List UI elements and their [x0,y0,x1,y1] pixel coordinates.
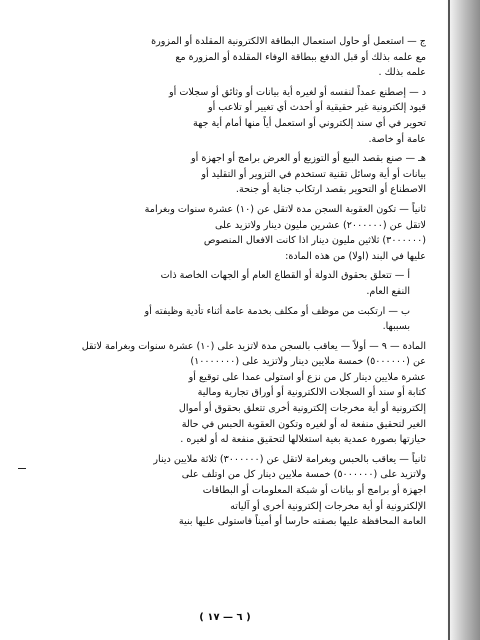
text-line: عليها في البند (اولا) من هذه المادة: [285,250,426,262]
text-line: أ — تتعلق بحقوق الدولة أو القطاع العام أو الجهات الخاصة ذات [160,270,410,282]
text-line: عشرة ملايين دينار كل من نزع أو استولى عمدا على توقيع أو [188,371,426,383]
text-line: اجهزة أو برامج أو بيانات أو شبكة المعلومات أو البطاقات [202,485,426,497]
text-line: د — إصطنع عمداً لنفسه أو لغيره أية بيانات أو وثائق أو سجلات أو [169,86,426,98]
text-line: ثانياً — يعاقب بالحبس وبغرامة لاتقل عن (٣٠٠٠٠٠٠) ثلاثة ملايين دينار [153,453,426,465]
text-line: كتابة أو سند أو السجلات الالكترونية أو أوراق تجارية ومالية [197,387,426,399]
text-line: حيازتها بصورة عمدية بغية استغلالها لتحقيق منفعة له أو لغيره . [180,434,426,446]
text-line: (٣٠٠٠٠٠٠) ثلاثين مليون دينار اذا كانت الافعال المنصوص [203,235,426,247]
paragraph [38,151,426,198]
text-line: ب — ارتكبت من موظف أو مكلف بخدمة عامة أثناء تأدية وظيفته أو [144,305,410,317]
page-number: ( ٦ — ١٧ ) [199,612,251,623]
paragraph [38,85,426,147]
text-line: هـ — صنع بقصد البيع أو التوزيع أو العرض برامج أو اجهزة أو [190,153,426,165]
text-line: الغير لتحقيق منفعة له أو لغيره وتكون العقوبة الحبس في حالة [181,418,426,430]
document-page [38,34,426,534]
text-line: عامة أو خاصة. [368,133,426,145]
text-line: الاصطناع أو التحوير بقصد ارتكاب جناية أو جنحة. [235,184,426,196]
text-line: علمه بذلك . [378,67,426,79]
text-line: إلكترونية أو أية مخرجات إلكترونية أخرى تتعلق بحقوق أو أموال [178,403,426,415]
text-line: العامة المحافظة عليها بصفته حارسا أو أميناً فاستولى عليها بنية [178,516,426,528]
paragraph [38,452,426,530]
paragraph [38,202,426,264]
text-line: المادة — ٩ — أولاً — يعاقب بالسجن مدة لاتزيد على (١٠) عشرة سنوات وبغرامة لاتقل [81,340,426,352]
paragraph [38,34,426,81]
margin-mark [18,468,26,469]
text-line: ولاتزيد على (٥٠٠٠٠٠٠) خمسة ملايين دينار كل من اوتلف على [181,469,426,481]
text-line: لاتقل عن (٢٠٠٠٠٠٠) عشرين مليون دينار ولاتزيد على [214,219,426,231]
text-line: عن (٥٠٠٠٠٠٠) خمسة ملايين دينار ولاتزيد على (١٠٠٠٠٠٠٠) [190,356,426,368]
text-line: بيانات أو أية وسائل تقنية تستخدم في التزوير أو التقليد أو [201,168,426,180]
text-line: بسببها. [382,321,410,333]
scan-edge-shadow [446,0,480,640]
text-line: تحوير في أي سند إلكتروني أو استعمل أياً منها أمام أية جهة [192,117,426,129]
text-line: ثانياً — تكون العقوبة السجن مدة لاتقل عن (١٠) عشرة سنوات وبغرامة [144,203,426,215]
paragraph [38,268,426,299]
paragraph [38,339,426,448]
text-line: مع علمه بذلك أو قبل الدفع ببطاقة الوفاء المقلدة أو المزورة مع [175,51,426,63]
text-line: ج — استعمل أو حاول استعمال البطاقة الالكترونية المقلدة أو المزورة [151,36,426,47]
paragraph [38,304,426,335]
page-fold-line [448,0,450,640]
paragraph-gap [38,530,426,534]
text-line: النفع العام. [366,285,410,297]
text-line: الإلكترونية أو أية مخرجات إلكترونية أخرى أو آلياته [230,500,426,512]
text-line: قيود إلكترونية غير حقيقية أو أحدث أي تغيير أو تلاعب أو [207,102,426,114]
